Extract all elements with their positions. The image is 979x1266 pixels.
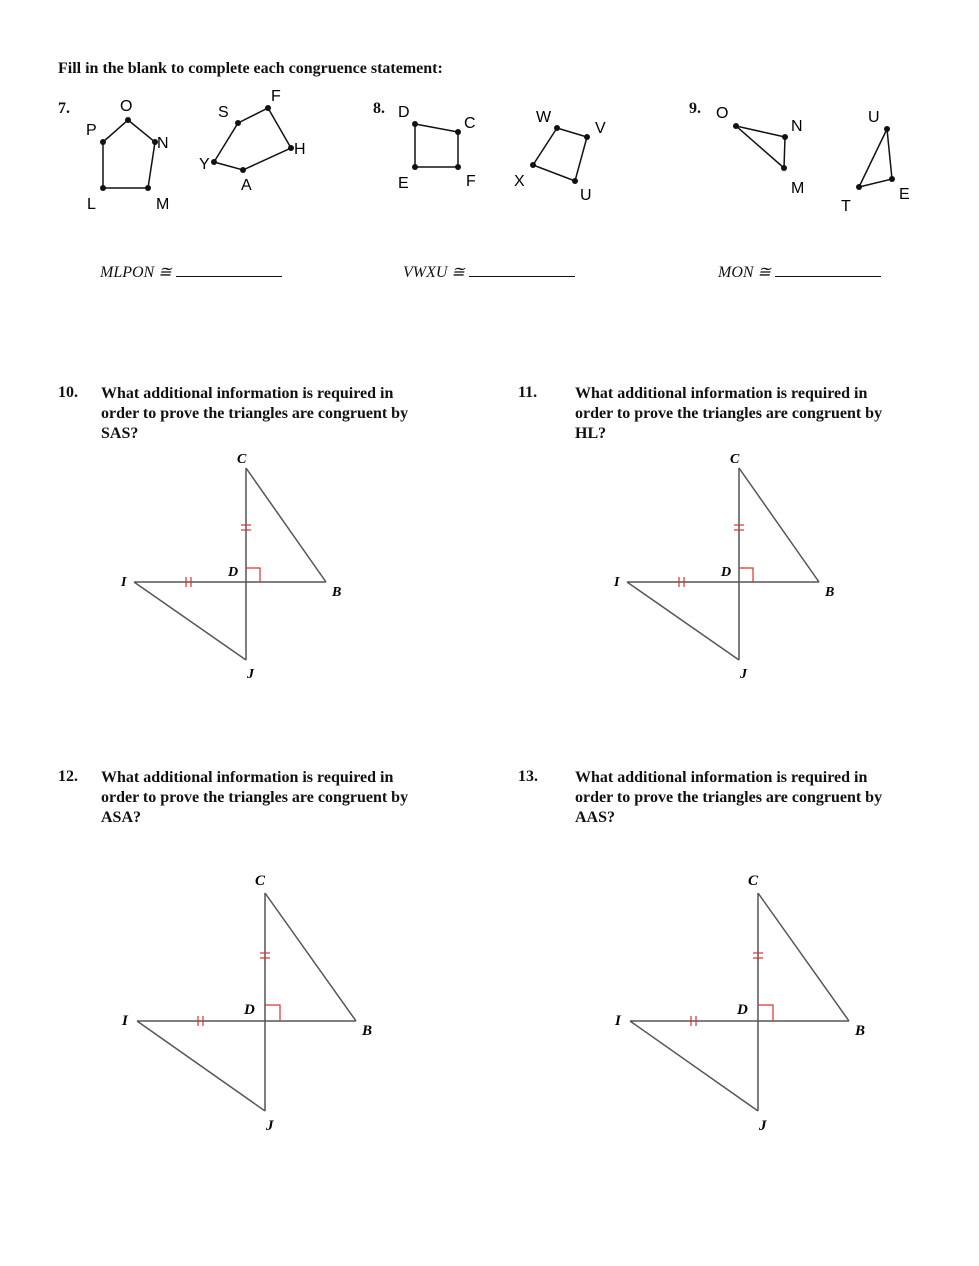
label-i: I <box>122 1013 128 1029</box>
label-c: C <box>748 873 759 889</box>
vertex-f <box>265 105 271 111</box>
label-d: D <box>244 1002 255 1018</box>
problem-8-figure <box>390 95 620 215</box>
label-n: N <box>157 135 169 152</box>
instructions: Fill in the blank to complete each congruence statement: <box>58 60 443 77</box>
label-i: I <box>614 575 620 590</box>
question-13-text: What additional information is required in order to prove the triangles are congruent by AAS? <box>575 769 883 826</box>
vertex-v <box>584 134 590 140</box>
label-u: U <box>868 109 880 126</box>
segment-cb <box>758 893 849 1021</box>
question-11-number: 11. <box>518 384 538 401</box>
problem-8-statement-text: VWXU ≅ <box>403 264 465 281</box>
segment-cb <box>246 468 326 582</box>
segment-cb <box>739 468 819 582</box>
label-u: U <box>580 187 592 204</box>
question-10-figure <box>110 450 360 685</box>
label-o: O <box>716 105 729 122</box>
label-s: S <box>218 104 229 121</box>
vertex-e <box>412 164 418 170</box>
label-b: B <box>332 585 342 600</box>
label-j: J <box>740 667 747 682</box>
quad-dcfe <box>415 124 458 167</box>
label-b: B <box>855 1023 866 1039</box>
label-i: I <box>615 1013 621 1029</box>
question-10-text: What additional information is required in order to prove the triangles are congruent by SAS? <box>101 385 409 442</box>
right-angle-mark <box>739 568 753 582</box>
label-j: J <box>247 667 254 682</box>
question-13-figure <box>603 865 883 1140</box>
label-n: N <box>791 118 803 135</box>
question-13-number: 13. <box>518 768 538 785</box>
vertex-e <box>889 176 895 182</box>
problem-9-number: 9. <box>689 100 701 117</box>
label-w: W <box>536 109 552 126</box>
label-b: B <box>825 585 835 600</box>
vertex-s <box>235 120 241 126</box>
question-12-number: 12. <box>58 768 78 785</box>
label-v: V <box>595 120 606 137</box>
problem-7-answer-blank[interactable] <box>176 262 282 277</box>
label-c: C <box>464 115 476 132</box>
label-j: J <box>266 1118 274 1134</box>
label-d: D <box>721 565 732 580</box>
label-m: M <box>791 180 805 197</box>
problem-9-answer-blank[interactable] <box>775 262 881 277</box>
vertex-m <box>781 165 787 171</box>
vertex-a <box>240 167 246 173</box>
problem-8-number: 8. <box>373 100 385 117</box>
problem-9-figure <box>700 95 930 220</box>
right-angle-mark <box>758 1005 773 1021</box>
vertex-w <box>554 125 560 131</box>
vertex-y <box>211 159 217 165</box>
problem-7-figure <box>80 85 330 215</box>
triangle-ute <box>859 129 892 187</box>
label-b: B <box>362 1023 373 1039</box>
vertex-c <box>455 129 461 135</box>
label-d: D <box>398 104 410 121</box>
label-c: C <box>730 452 740 467</box>
label-a: A <box>241 177 252 194</box>
label-t: T <box>841 198 851 215</box>
problem-7-statement <box>100 262 282 282</box>
label-j: J <box>759 1118 767 1134</box>
label-e: E <box>899 186 910 203</box>
label-y: Y <box>199 156 210 173</box>
segment-ij <box>137 1021 265 1111</box>
question-12-text: What additional information is required in order to prove the triangles are congruent by ASA? <box>101 769 409 826</box>
problem-9-statement-text: MON ≅ <box>718 264 771 281</box>
vertex-o <box>125 117 131 123</box>
label-o: O <box>120 98 133 115</box>
problem-8-answer-blank[interactable] <box>469 262 575 277</box>
problem-7-statement-text: MLPON ≅ <box>100 264 172 281</box>
label-p: P <box>86 122 97 139</box>
vertex-x <box>530 162 536 168</box>
vertex-n <box>782 134 788 140</box>
label-c: C <box>255 873 266 889</box>
vertex-o <box>733 123 739 129</box>
question-10-number: 10. <box>58 384 78 401</box>
label-f: F <box>466 173 476 190</box>
segment-ij <box>630 1021 758 1111</box>
segment-ij <box>134 582 246 660</box>
vertex-p <box>100 139 106 145</box>
vertex-f <box>455 164 461 170</box>
vertex-u <box>572 178 578 184</box>
quad-wvux <box>533 128 587 181</box>
label-d: D <box>228 565 239 580</box>
vertex-m <box>145 185 151 191</box>
question-11-figure <box>603 450 853 685</box>
pentagon-mlpon <box>103 120 155 188</box>
problem-8-statement <box>403 262 575 282</box>
label-x: X <box>514 173 525 190</box>
label-i: I <box>121 575 127 590</box>
question-11-text: What additional information is required in order to prove the triangles are congruent by HL? <box>575 385 883 442</box>
problem-7-number: 7. <box>58 100 70 117</box>
label-c: C <box>237 452 247 467</box>
problem-9-statement <box>718 262 881 282</box>
question-12-figure <box>110 865 390 1140</box>
right-angle-mark <box>246 568 260 582</box>
label-l: L <box>87 196 96 213</box>
label-d: D <box>737 1002 748 1018</box>
triangle-omn <box>736 126 785 168</box>
label-e: E <box>398 175 409 192</box>
label-m: M <box>156 196 170 213</box>
vertex-t <box>856 184 862 190</box>
segment-cb <box>265 893 356 1021</box>
vertex-d <box>412 121 418 127</box>
segment-ij <box>627 582 739 660</box>
label-f: F <box>271 88 281 105</box>
vertex-u <box>884 126 890 132</box>
vertex-l <box>100 185 106 191</box>
label-h: H <box>294 141 306 158</box>
right-angle-mark <box>265 1005 280 1021</box>
